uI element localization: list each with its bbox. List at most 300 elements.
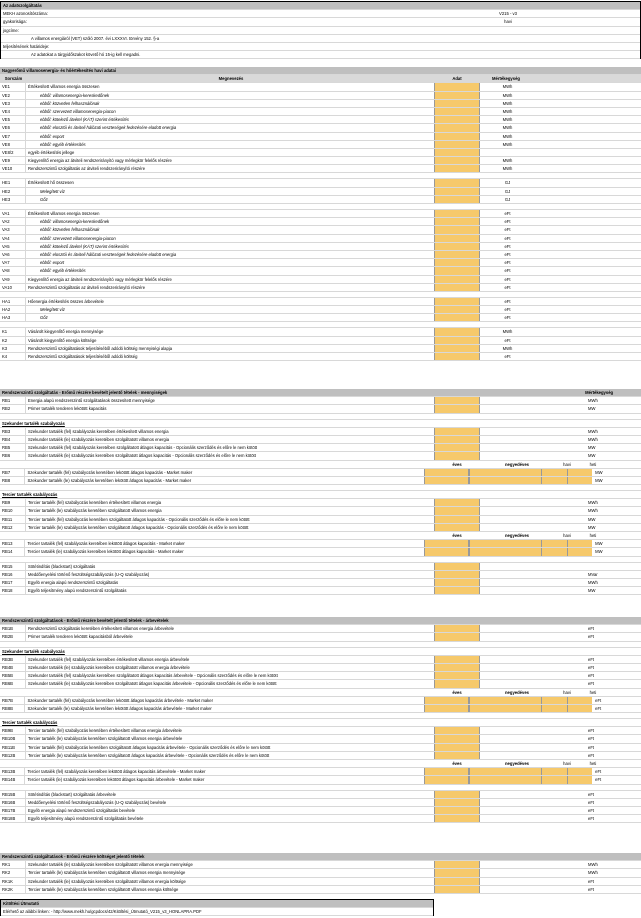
- data-input[interactable]: [434, 149, 480, 156]
- data-input[interactable]: [434, 516, 480, 523]
- row-name: Primer tartalék tenderen lekötött kapacitásból árbevétele: [28, 634, 133, 640]
- table-row: [0, 345, 641, 353]
- row-name: Szekunder tartalék (fel) szabályozás keretében értékesített villamos energia árbevétele: [28, 656, 190, 662]
- row-unit: eFt: [504, 260, 511, 266]
- data-input-havi[interactable]: [541, 697, 566, 704]
- row-unit: eFt: [588, 799, 595, 805]
- row-unit: eFt: [504, 284, 511, 290]
- row-code: VE8: [0, 141, 26, 148]
- row-name: Egyéb energia alapú rendszerszintű szolgáltatás bevétele: [28, 807, 136, 813]
- table-row: [0, 298, 641, 306]
- row-name: Melegített víz: [40, 188, 65, 194]
- data-input[interactable]: [434, 345, 480, 352]
- row-name: ebből: szervezett villamosenergia-piacon: [40, 235, 116, 241]
- footer-box: [0, 899, 434, 916]
- row-code: VE1: [0, 83, 26, 90]
- row-name: Szekunder tartalék (le) szabályozás keretében szolgáltatott villamos energia költsége: [28, 878, 186, 884]
- row-code: HA3: [0, 314, 26, 321]
- data-input[interactable]: [434, 179, 480, 186]
- row-code: RB12B: [0, 752, 26, 759]
- row-code: VA5: [0, 243, 26, 250]
- table-row: [0, 165, 641, 173]
- row-unit: eFt: [588, 752, 595, 758]
- data-input-negyedeves[interactable]: [469, 548, 541, 555]
- row-name: Gőz: [40, 315, 48, 321]
- frequency-value: havi: [504, 19, 512, 25]
- table-row: [0, 243, 641, 251]
- row-code: HE2: [0, 188, 26, 195]
- header-title: Az adatszolgáltatás: [1, 2, 640, 10]
- data-input[interactable]: [434, 226, 480, 233]
- data-input[interactable]: [434, 664, 480, 671]
- row-code: RB11: [0, 516, 26, 523]
- ha-group: [0, 298, 641, 323]
- table-row: [0, 697, 641, 705]
- row-code: RB13: [0, 540, 25, 547]
- row-name: Értékesített villamos energia összesen: [28, 211, 100, 216]
- table-row: [0, 251, 641, 259]
- row-name: Primer tartalék tenderen lekötött kapacitás: [28, 406, 107, 412]
- rk-title: Rendszerszintű szolgáltatások - Erőmű részére költséget jelentő tételek: [0, 853, 641, 861]
- data-input[interactable]: [434, 353, 480, 360]
- row-code: RB5B: [0, 672, 26, 679]
- row-code: VE5: [0, 116, 26, 123]
- data-input[interactable]: [434, 571, 480, 578]
- data-input[interactable]: [434, 563, 480, 570]
- row-name: Egyéb teljesítmény alapú rendszerszintű szolgáltatás: [28, 588, 127, 594]
- row-code: RB17B: [0, 807, 26, 814]
- table-row: [0, 179, 641, 187]
- row-unit: MVar: [588, 571, 598, 577]
- data-input[interactable]: [434, 337, 480, 344]
- data-input[interactable]: [434, 727, 480, 734]
- data-input[interactable]: [434, 587, 480, 594]
- table-row: [0, 328, 641, 336]
- row-unit: MWh: [502, 141, 513, 147]
- data-input[interactable]: [434, 298, 480, 305]
- row-code: VE7: [0, 133, 26, 140]
- row-code: VA4: [0, 235, 26, 242]
- data-input[interactable]: [434, 141, 480, 148]
- row-unit: eFt: [504, 315, 511, 321]
- row-name: Sötétindítás (blackstart) szolgáltatás: [28, 563, 96, 569]
- data-input-negyedeves[interactable]: [469, 469, 541, 476]
- mekh-id-value: V215 - v3: [499, 11, 517, 17]
- row-code: RB9: [0, 499, 26, 506]
- table-row: [0, 267, 641, 275]
- row-code: RK1K: [0, 878, 26, 885]
- row-name: Tercier tartalék (le) szabályozás keretében lekötött átlagos kapacitás - Market maker: [27, 549, 184, 555]
- row-code: VE3: [0, 100, 26, 107]
- va-group: [0, 210, 641, 292]
- data-input[interactable]: [434, 405, 480, 412]
- row-name: Kiegyenlítő energia az átviteli rendszerirányító vagy mérlegkör felelős részére: [28, 276, 172, 282]
- row-code: K3: [0, 345, 26, 352]
- row-unit: MW: [588, 445, 596, 451]
- row-code: VE6: [0, 124, 26, 131]
- data-input[interactable]: [434, 499, 480, 506]
- table-row: [0, 571, 641, 579]
- row-code: VA6: [0, 251, 26, 258]
- row-name: Szekunder tartalék (fel) szabályozás keretében szolgáltatott átlagos kapacitás - Opcionális szerződés és előre le nem kötött: [28, 445, 258, 451]
- rb-sek-title: Szekunder tartalék szabályozás: [0, 420, 641, 428]
- row-unit: eFt: [588, 886, 595, 892]
- row-name: ebből: export: [40, 260, 65, 266]
- data-input-heti[interactable]: [567, 477, 592, 484]
- data-input[interactable]: [434, 791, 480, 798]
- row-unit: eFt: [504, 227, 511, 233]
- table-row: [0, 815, 641, 823]
- row-unit: eFt: [588, 681, 595, 687]
- row-name: Rendszerszintű szolgáltatások teljesítéséből adódó költség mennyiségi alapja: [28, 345, 173, 351]
- row-unit: MWh: [502, 108, 513, 114]
- data-input[interactable]: [434, 328, 480, 335]
- row-unit: MWh: [502, 345, 513, 351]
- row-code: VE2: [0, 92, 26, 99]
- data-input[interactable]: [434, 735, 480, 742]
- table-row: [0, 157, 641, 165]
- row-name: ebből: elosztói és átviteli hálózati veszteségek fedezésére eladott energia: [40, 251, 177, 257]
- row-name: Melegített víz: [40, 307, 65, 313]
- row-code: VA8: [0, 267, 26, 274]
- row-unit: eFt: [588, 816, 595, 822]
- rb-ter-periods: éves negyedéves havi heti: [0, 532, 641, 540]
- data-input[interactable]: [434, 428, 480, 435]
- data-input-eves[interactable]: [424, 705, 469, 712]
- data-input-heti[interactable]: [567, 776, 592, 783]
- table-row: [0, 727, 641, 735]
- row-name: ebből: villamosenergia-kereskedőnek: [40, 92, 110, 98]
- row-code: RB4B: [0, 664, 26, 671]
- row-name: Értékesített villamos energia összesen: [28, 84, 100, 90]
- row-name: Tercier tartalék (fel) szabályozás keretében lekötött átlagos kapacitás árbevétele - Market maker: [27, 769, 206, 775]
- table-row: [0, 752, 641, 760]
- table-row: [0, 100, 641, 108]
- data-input[interactable]: [434, 196, 480, 203]
- table-row: [0, 452, 641, 460]
- data-input[interactable]: [434, 267, 480, 274]
- data-input[interactable]: [434, 188, 480, 195]
- table-row: [0, 397, 641, 405]
- row-code: RB6: [0, 452, 26, 459]
- table-row: [0, 210, 641, 218]
- data-input-negyedeves[interactable]: [469, 776, 541, 783]
- data-input[interactable]: [434, 165, 480, 172]
- data-input-heti[interactable]: [567, 697, 592, 704]
- row-name: ebből: egyéb értékesítés: [40, 141, 86, 147]
- data-input-eves[interactable]: [424, 768, 469, 775]
- deadline-label-row: teljesítésének határideje:: [1, 43, 640, 51]
- row-name: Tercier tartalék (fel) szabályozás keretében értékesített villamos energia: [28, 500, 162, 506]
- data-input[interactable]: [434, 452, 480, 459]
- row-unit: eFt: [588, 634, 595, 640]
- rb-quantities: [0, 389, 641, 595]
- data-input-negyedeves[interactable]: [469, 768, 541, 775]
- row-code: RK2K: [0, 886, 26, 893]
- row-code: RB7: [0, 469, 25, 476]
- row-name: ebből: villamosenergia-kereskedőnek: [40, 219, 110, 225]
- row-unit: [585, 563, 635, 570]
- row-name: Hőenergia értékesítés összes árbevétele: [28, 298, 104, 304]
- table-row: [0, 436, 641, 444]
- row-name: ebből: export: [40, 133, 65, 139]
- row-unit: eFt: [588, 673, 595, 679]
- row-code: RB3B: [0, 656, 26, 663]
- data-input-eves[interactable]: [424, 469, 469, 476]
- data-input-eves[interactable]: [424, 548, 469, 555]
- data-input[interactable]: [434, 633, 480, 640]
- table-row: [0, 563, 641, 571]
- main-table: [0, 67, 641, 361]
- data-input[interactable]: [434, 436, 480, 443]
- data-input[interactable]: [434, 861, 480, 868]
- data-input[interactable]: [434, 886, 480, 893]
- data-input-havi[interactable]: [541, 776, 566, 783]
- data-input[interactable]: [434, 507, 480, 514]
- table-row: [0, 284, 641, 292]
- table-row: [0, 469, 641, 477]
- data-input[interactable]: [434, 524, 480, 531]
- row-unit: MWh: [588, 428, 598, 434]
- main-title: Nagyerőmű villamosenergia- és hőértékesítés havi adatai: [0, 67, 641, 75]
- footer-link[interactable]: Elérhető az alábbi linken: - http://www.mekh.hu/gcpdocs/42/Kitöltési_Útmutató_V215_v3_HONLAPRA.PDF: [1, 908, 433, 916]
- row-code: RK2: [0, 869, 26, 876]
- data-input[interactable]: [434, 672, 480, 679]
- row-unit: eFt: [504, 211, 511, 216]
- row-code: K2: [0, 337, 26, 344]
- row-unit: eFt: [504, 235, 511, 241]
- table-row: [0, 108, 641, 116]
- data-input[interactable]: [434, 579, 480, 586]
- data-input-negyedeves[interactable]: [469, 705, 541, 712]
- rba-title: Rendszerszintű szolgáltatások - Erőmű részére bevételt jelentő tételek - árbevételek: [0, 617, 641, 625]
- data-input[interactable]: [434, 100, 480, 107]
- data-input[interactable]: [434, 752, 480, 759]
- row-code: HA1: [0, 298, 26, 305]
- data-input-havi[interactable]: [541, 469, 566, 476]
- data-input[interactable]: [434, 815, 480, 822]
- row-unit: eFt: [588, 656, 595, 662]
- table-row: [0, 235, 641, 243]
- data-input-eves[interactable]: [424, 776, 469, 783]
- row-code: RB9B: [0, 727, 26, 734]
- data-input-eves[interactable]: [424, 477, 469, 484]
- row-name: Sötétindítás (blackstart) szolgáltatás árbevétele: [28, 791, 116, 797]
- data-input[interactable]: [434, 306, 480, 313]
- data-input[interactable]: [434, 284, 480, 291]
- legal-label-row: jogcíme:: [1, 27, 640, 35]
- row-unit: eFt: [504, 251, 511, 257]
- footer-title: Kitöltési Útmutató: [1, 900, 433, 908]
- data-input[interactable]: [434, 133, 480, 140]
- row-code: RB13B: [0, 768, 25, 775]
- table-row: [0, 680, 641, 688]
- data-input-havi[interactable]: [541, 705, 566, 712]
- row-unit: MW: [588, 406, 596, 412]
- table-row: [0, 428, 641, 436]
- data-input[interactable]: [434, 157, 480, 164]
- table-row: [0, 507, 641, 515]
- data-input-havi[interactable]: [541, 477, 566, 484]
- row-name: Szekunder tartalék (le) szabályozás keretében szolgáltatott villamos energia: [28, 436, 170, 442]
- row-name: Tercier tartalék (fel) szabályozás keretében értékesített villamos energia árbevétele: [28, 728, 182, 734]
- row-unit: MWh: [502, 117, 513, 123]
- row-name: Egyéb teljesítmény alapú rendszerszintű szolgáltatás bevétele: [28, 816, 144, 822]
- table-row: [0, 196, 641, 204]
- row-name: Egyéb energia alapú rendszerszintű szolgáltatás: [28, 579, 119, 585]
- row-code: RB6B: [0, 680, 26, 687]
- data-input[interactable]: [434, 397, 480, 404]
- rb-sek-periods: éves negyedéves havi heti: [0, 461, 641, 469]
- row-code: RB15: [0, 563, 26, 570]
- row-unit: MWh: [588, 870, 598, 876]
- rk-costs: [0, 853, 641, 894]
- data-input[interactable]: [434, 444, 480, 451]
- row-unit: MWh: [588, 579, 598, 585]
- table-row: [0, 633, 641, 641]
- row-unit: MWh: [502, 125, 513, 131]
- data-input-negyedeves[interactable]: [469, 477, 541, 484]
- table-row: [0, 744, 641, 752]
- table-row: [0, 656, 641, 664]
- row-name: Tercier tartalék (fel) szabályozás keretében szolgáltatott átlagos kapacitás árbevétele - Opcionális szerződés és előre le nem kötött: [28, 744, 271, 750]
- he-group: [0, 179, 641, 204]
- row-unit: MWh: [588, 508, 598, 514]
- data-input[interactable]: [434, 314, 480, 321]
- data-input-havi[interactable]: [541, 768, 566, 775]
- row-code: VA9: [0, 276, 26, 283]
- row-unit: eFt: [504, 243, 511, 249]
- k-group: [0, 328, 641, 361]
- data-input[interactable]: [434, 124, 480, 131]
- table-row: [0, 188, 641, 196]
- row-name: ebből: elosztói és átviteli hálózati veszteségek fedezésére eladott energia: [40, 125, 177, 131]
- table-row: [0, 314, 641, 322]
- row-unit: GJ: [504, 180, 511, 186]
- row-code: VE8/2: [0, 149, 26, 156]
- table-row: [0, 705, 641, 713]
- table-row: [0, 444, 641, 452]
- data-input-heti[interactable]: [567, 469, 592, 476]
- table-row: [0, 499, 641, 507]
- row-unit: MWh: [502, 84, 513, 90]
- table-row: [0, 524, 641, 532]
- data-input[interactable]: [434, 251, 480, 258]
- row-code: RB18: [0, 587, 26, 594]
- row-unit: MW: [595, 541, 603, 547]
- row-name: Meddőenyelési történő feszültségszabályozás (U-Q szabályozás) bevétele: [28, 799, 167, 805]
- row-name: Gőz: [40, 196, 48, 202]
- data-input-eves[interactable]: [424, 540, 469, 547]
- row-unit: eFt: [504, 268, 511, 274]
- table-row: [0, 869, 641, 877]
- data-input[interactable]: [434, 656, 480, 663]
- table-row: [0, 587, 641, 595]
- row-code: RB8: [0, 477, 25, 484]
- data-input-heti[interactable]: [567, 540, 592, 547]
- data-input[interactable]: [434, 210, 480, 217]
- row-unit: GJ: [504, 196, 511, 202]
- table-row: [0, 664, 641, 672]
- row-unit: eFt: [504, 298, 511, 304]
- row-code: RB12: [0, 524, 26, 531]
- row-name: Rendszerszintű szolgáltatások teljesítéséből adódó költség: [28, 354, 138, 359]
- data-input-negyedeves[interactable]: [469, 697, 541, 704]
- row-name: Tercier tartalék (le) szabályozás keretében szolgáltatott villamos energia mennyisége: [28, 870, 186, 876]
- table-row: [0, 791, 641, 799]
- data-input[interactable]: [434, 807, 480, 814]
- data-input[interactable]: [434, 799, 480, 806]
- row-unit: eFt: [504, 307, 511, 313]
- table-row: [0, 878, 641, 886]
- data-input[interactable]: [434, 218, 480, 225]
- row-name: ebből: szervezett villamosenergia-piacon: [40, 108, 116, 114]
- data-input-heti[interactable]: [567, 705, 592, 712]
- data-input[interactable]: [434, 259, 480, 266]
- table-row: [0, 516, 641, 524]
- row-unit: eFt: [588, 791, 595, 797]
- row-unit: eFt: [588, 744, 595, 750]
- row-name: Szekunder tartalék (fel) szabályozás keretében lekötött átlagos kapacitás - Market maker: [27, 469, 193, 475]
- row-unit: eFt: [504, 337, 511, 343]
- data-input-negyedeves[interactable]: [469, 540, 541, 547]
- data-input[interactable]: [434, 243, 480, 250]
- row-name: Szekunder tartalék (le) szabályozás keretében lekötött átlagos kapacitás árbevétele - Market maker: [27, 705, 212, 711]
- frequency-row: gyakorisága: havi: [1, 18, 640, 26]
- row-code: RB8B: [0, 705, 25, 712]
- data-input-havi[interactable]: [541, 548, 566, 555]
- table-row: [0, 799, 641, 807]
- data-input[interactable]: [434, 83, 480, 90]
- data-input-heti[interactable]: [567, 768, 592, 775]
- row-name: Tercier tartalék (fel) szabályozás keretében szolgáltatott átlagos kapacitás - Opcionális szerződés és előre le nem kötött: [28, 516, 250, 522]
- data-input-eves[interactable]: [424, 697, 469, 704]
- data-input[interactable]: [434, 108, 480, 115]
- row-code: VA7: [0, 259, 26, 266]
- row-code: HA2: [0, 306, 26, 313]
- data-input[interactable]: [434, 235, 480, 242]
- row-name: ebből: közvetlen felhasználónak: [40, 100, 100, 106]
- row-code: RB18B: [0, 815, 26, 822]
- row-name: Vásárolt kiegyenlítő energia költsége: [28, 337, 97, 343]
- data-input[interactable]: [434, 744, 480, 751]
- data-input[interactable]: [434, 116, 480, 123]
- data-input[interactable]: [434, 680, 480, 687]
- row-unit: MWh: [502, 92, 513, 98]
- data-input-heti[interactable]: [567, 548, 592, 555]
- data-input-havi[interactable]: [541, 540, 566, 547]
- rb-revenues: [0, 617, 641, 823]
- row-name: Vásárolt kiegyenlítő energia mennyisége: [28, 329, 104, 335]
- row-unit: MW: [595, 477, 603, 483]
- row-code: HE3: [0, 196, 26, 203]
- row-code: RB15B: [0, 791, 26, 798]
- row-unit: eFt: [588, 736, 595, 742]
- data-input[interactable]: [434, 625, 480, 632]
- row-unit: MW: [588, 453, 596, 459]
- data-input[interactable]: [434, 92, 480, 99]
- data-input[interactable]: [434, 869, 480, 876]
- row-unit: eFt: [595, 697, 602, 703]
- row-name: ebből: kötelező átvétel (KÁT) szerint értékesítés: [40, 117, 129, 123]
- table-row: [0, 405, 641, 413]
- row-name: Tercier tartalék (le) szabályozás keretében szolgáltatott átlagos kapacitás - Opcionális szerződés és előre le nem kötött: [28, 524, 249, 530]
- row-code: VA10: [0, 284, 26, 291]
- data-input[interactable]: [434, 878, 480, 885]
- row-code: RB16: [0, 571, 26, 578]
- row-code: RB3: [0, 428, 26, 435]
- data-input[interactable]: [434, 276, 480, 283]
